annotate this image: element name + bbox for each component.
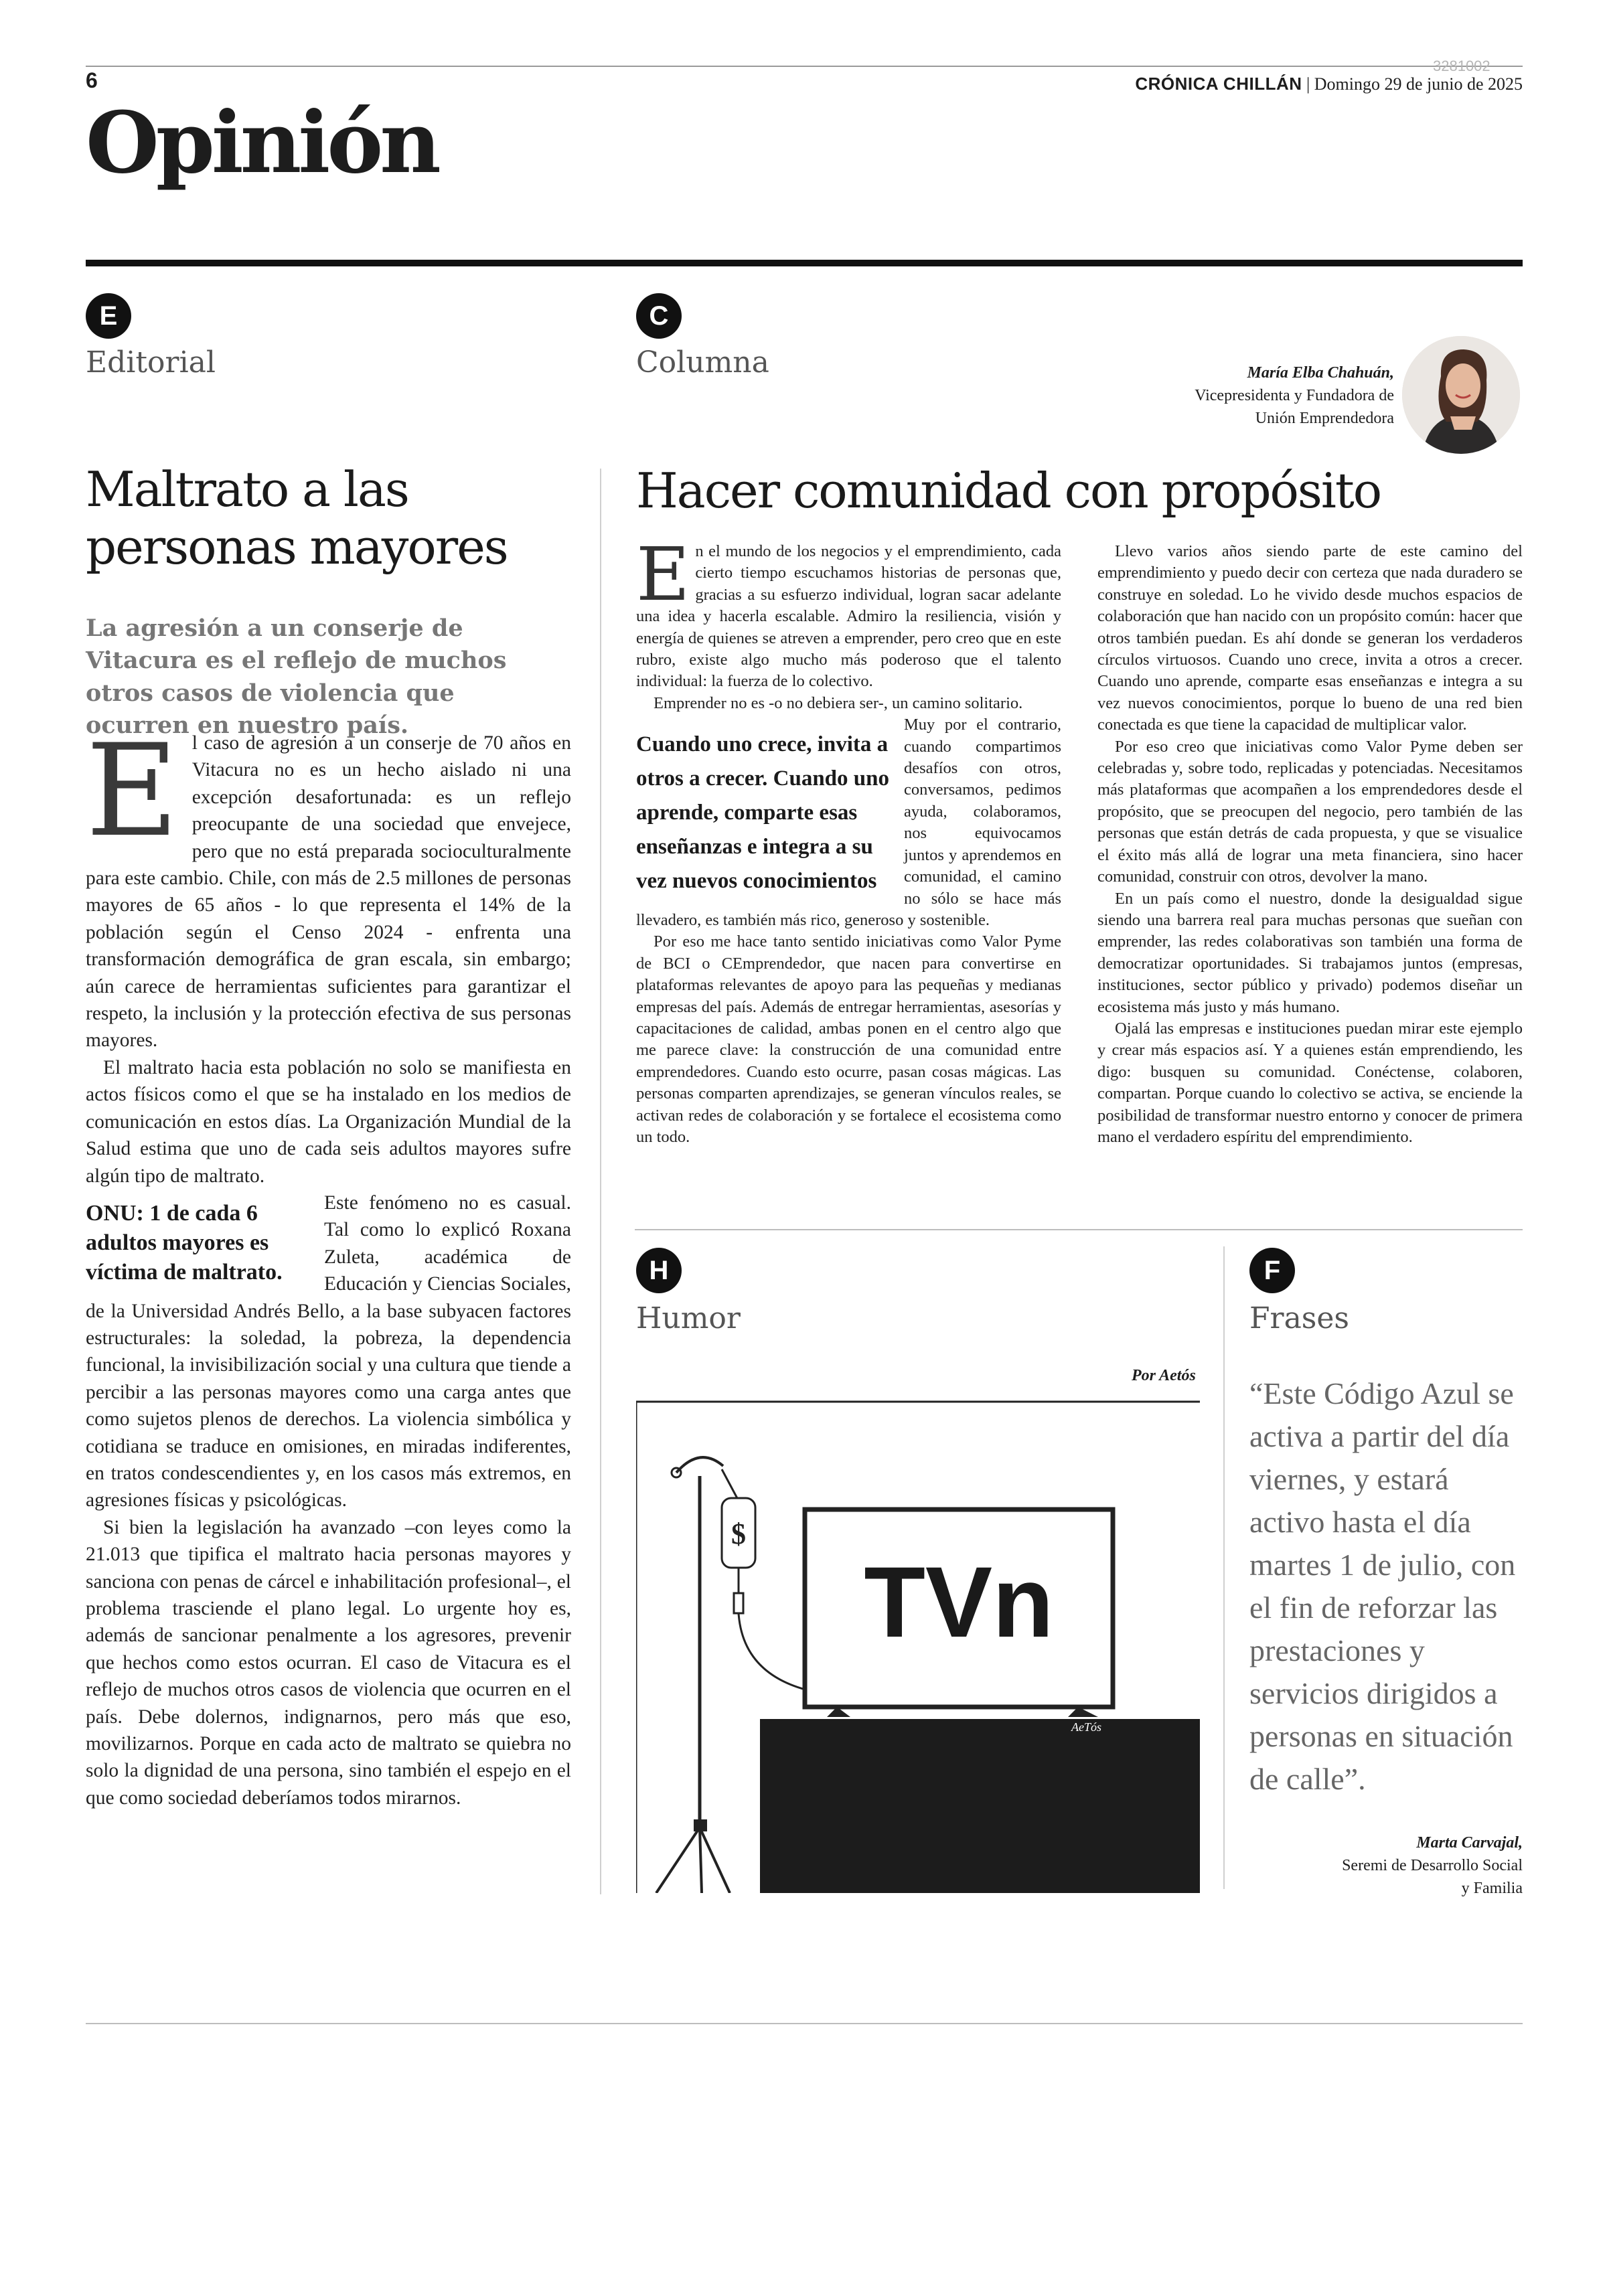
columna-author [1195,361,1394,430]
columna-headline: Hacer comunidad con propósito [636,463,1381,519]
section-title: Opinión [86,93,438,192]
frases-label: Frases [1249,1301,1349,1335]
columna-author-title: Vicepresidenta y Fundadora de [1195,387,1394,404]
frases-author-title-2: y Familia [1461,1880,1523,1897]
editorial-paragraph: El maltrato hacia esta población no solo se manifiesta en actos físicos como el que se ha instalado en los medios de comunicación en estos días. La Organización Mundial de la Salud estima que uno de cada seis adultos mayores sufre algún tipo de maltrato. [86,1056,571,1187]
humor-cartoon [636,1399,1200,1893]
bottom-rule [86,2023,1523,2024]
cartoon-signature: AeTós [1071,1720,1101,1734]
frases-author [1342,1831,1523,1900]
humor-badge: H [636,1248,682,1293]
publication-date: | Domingo 29 de junio de 2025 [1306,74,1523,94]
money-bag-symbol: $ [731,1518,746,1550]
column-divider [600,469,601,1894]
editorial-pullquote: ONU: 1 de cada 6 adultos mayores es víctima de maltrato. [86,1200,283,1285]
columna-author-name: María Elba Chahuán, [1247,364,1394,382]
publication-name: CRÓNICA CHILLÁN [1135,74,1302,94]
columna-paragraph: Cuando uno crece, invita a otros a crecer. Cuando uno aprende, comparte esas enseñanzas e integra a su vez nuevos conocimientos Muy por el contrario, cuando compartimos desafíos con otros, conversamos, pedimos ayuda, colaboramos, nos equivocamos juntos y aprendemos en comunidad, el camino no sólo se hace más llevadero, es también más rico, generoso y sostenible. [636,716,1061,929]
mid-rule [635,1229,1523,1230]
frases-quote: “Este Código Azul se activa a partir del día viernes, y estará activo hasta el día martes 1 de julio, con el fin de reforzar las prestaciones y servicios dirigidos a personas en situación de calle”. [1249,1376,1516,1796]
editorial-paragraph: Si bien la legislación ha avanzado –con leyes como la 21.013 que tipifica el maltrato hacia personas mayores y sanciona con penas de cárcel e inhabilitación profesional–, el problema trasciende el plano legal. Lo urgente hoy es, además de sancionar penalmente a los agresores, prevenir que hechos como estos ocurran. El caso de Vitacura es el reflejo de muchos otros casos de violencia que ocurren en el país. Debe dolernos, indignarnos, pero más que eso, movilizarnos. Porque en cada acto de maltrato se quiebra no solo la dignidad de una persona, sino también el espejo en el que como sociedad deberíamos todos mirarnos. [86,1516,571,1809]
columna-author-photo [1402,336,1520,454]
columna-paragraph: En un país como el nuestro, donde la desigualdad sigue siendo una barrera real para muchas personas que sueñan con emprender, las redes colaborativas son también una forma de democratizar oportunidades. Si trabajamos juntos (empresas, instituciones, sector público y privado) podemos diseñar un ecosistema más justo y más humano. [1097,889,1523,1016]
columna-paragraph: Ojalá las empresas e instituciones puedan mirar este ejemplo y crear más espacios así. Y a quienes están emprendiendo, les digo: busquen su comunidad. Conéctense, colaboren, compartan. Porque cuando lo colectivo se activa, se enciende la posibilidad de transformar nuestro entorno y conocer de primera mano el verdadero espíritu del emprendimiento. [1097,1019,1523,1146]
columna-author-org: Unión Emprendedora [1255,410,1394,427]
top-rule [86,66,1523,67]
humor-label: Humor [636,1301,741,1335]
editorial-dek: La agresión a un conserje de Vitacura es el reflejo de muchos otros casos de violencia que ocurren en nuestro país. [86,614,507,739]
editorial-headline: Maltrato a las personas mayores [86,461,508,576]
columna-paragraph: Por eso creo que iniciativas como Valor Pyme deben ser celebradas y, sobre todo, replicadas y potenciadas. Necesitamos más plataformas que acompañen a los emprendedores desde el propósito, que se preocupen del negocio, pero también de las personas que están detrás de cada propuesta, y que se visualice el éxito más allá de lograr una meta financiera, sino hacer comunidad, construir con otros, devolver la mano. [1097,737,1523,886]
editorial-paragraph: El caso de agresión a un conserje de 70 años en Vitacura no es un hecho aislado ni una excepción desafortunada: es un reflejo preocupante de una sociedad que envejece, pero que no está preparada socioculturalmente para este cambio. Chile, con más de 2.5 millones de personas mayores de 65 años - lo que representa el 14% de la población según el Censo 2024 - enfrenta una transformación demográfica de gran escala, sin embargo; aún carece de herramientas suficientes para garantizar el respeto, la inclusión y la protección efectiva de sus personas mayores. [86,717,571,1052]
columna-paragraph: Emprender no es -o no debiera ser-, un camino solitario. [654,693,1023,712]
frases-author-title: Seremi de Desarrollo Social [1342,1857,1523,1874]
columna-paragraph: En el mundo de los negocios y el emprendimiento, cada cierto tiempo escuchamos historias de personas que, gracias a su esfuerzo individual, logran sacar adelante una idea y hacerla escalable. Admiro la resiliencia, visión y energía de quienes se atreven a emprender, pero creo que en este rubro, existe algo mucho más poderoso que el talento individual: la fuerza de lo colectivo. [636,531,1061,691]
frases-badge: F [1249,1248,1295,1293]
editorial-dropcap: E [86,717,179,865]
section-rule [86,260,1523,266]
tv-logo: TVn [864,1546,1054,1658]
editorial-badge: E [86,293,131,339]
frases-author-name: Marta Carvajal, [1416,1834,1523,1852]
editorial-paragraph: ONU: 1 de cada 6 adultos mayores es víctima de maltrato. Este fenómeno no es casual. Tal como lo explicó Roxana Zuleta, académica de Educación y Ciencias Sociales, de la Universidad Andrés Bello, a la base subyacen factores estructurales: la soledad, la pobreza, la dependencia funcional, la invisibilización social y una cultura que tiende a percibir a las personas mayores como una carga antes que como sujetos plenos de derechos. La violencia simbólica y cotidiana se traduce en omisiones, en miradas indiferentes, en tratos condescendientes y, en los casos más extremos, en agresiones físicas y psicológicas. [86,1192,571,1511]
columna-label: Columna [636,345,769,380]
columna-dropcap: E [636,531,690,617]
dateline [1135,74,1523,94]
columna-paragraph: Por eso me hace tanto sentido iniciativas como Valor Pyme de BCI o CEmprendedor, que nacen para convertirse en plataformas relevantes de apoyo para las pequeñas y medianas empresas del país. Además de entregar herramientas, asesorías y capacitaciones de calidad, ambas ponen en el centro algo que me parece clave: la construcción de una comunidad entre emprendedores. Cuando esto ocurre, pasan cosas mágicas. Las personas comparten aprendizajes, se generan vínculos reales, se activan redes de colaboración y se fortalece el ecosistema como un todo. [636,932,1061,1146]
page-number: 6 [86,68,98,92]
page-code: 3281002 [1433,58,1490,74]
editorial-label: Editorial [86,345,216,380]
humor-credit: Por Aetós [1132,1367,1196,1384]
editorial-body [86,717,571,1811]
columna-paragraph: Llevo varios años siendo parte de este camino del emprendimiento y puedo decir con certeza que nada duradero se construye en soledad. Lo he vivido desde muchos espacios de colaboración que han nacido con un propósito común: hacer que otros también puedan. Es ahí donde se generan los verdaderos círculos virtuosos. Cuando uno crece, invita a otros a crecer. Cuando uno aprende, comparte esas enseñanzas e integra a su vez nuevos conocimientos, porque lo bueno de una red bien conectada es que tiene la capacidad de multiplicar valor. [1097,542,1523,734]
columna-body [636,531,1523,1148]
columna-badge: C [636,293,682,339]
humor-frases-divider [1223,1246,1225,1889]
author-portrait-icon [1402,336,1520,454]
columna-pullquote: Cuando uno crece, invita a otros a crecer. Cuando uno aprende, comparte esas enseñanzas e integra a su vez nuevos conocimientos [636,732,889,894]
